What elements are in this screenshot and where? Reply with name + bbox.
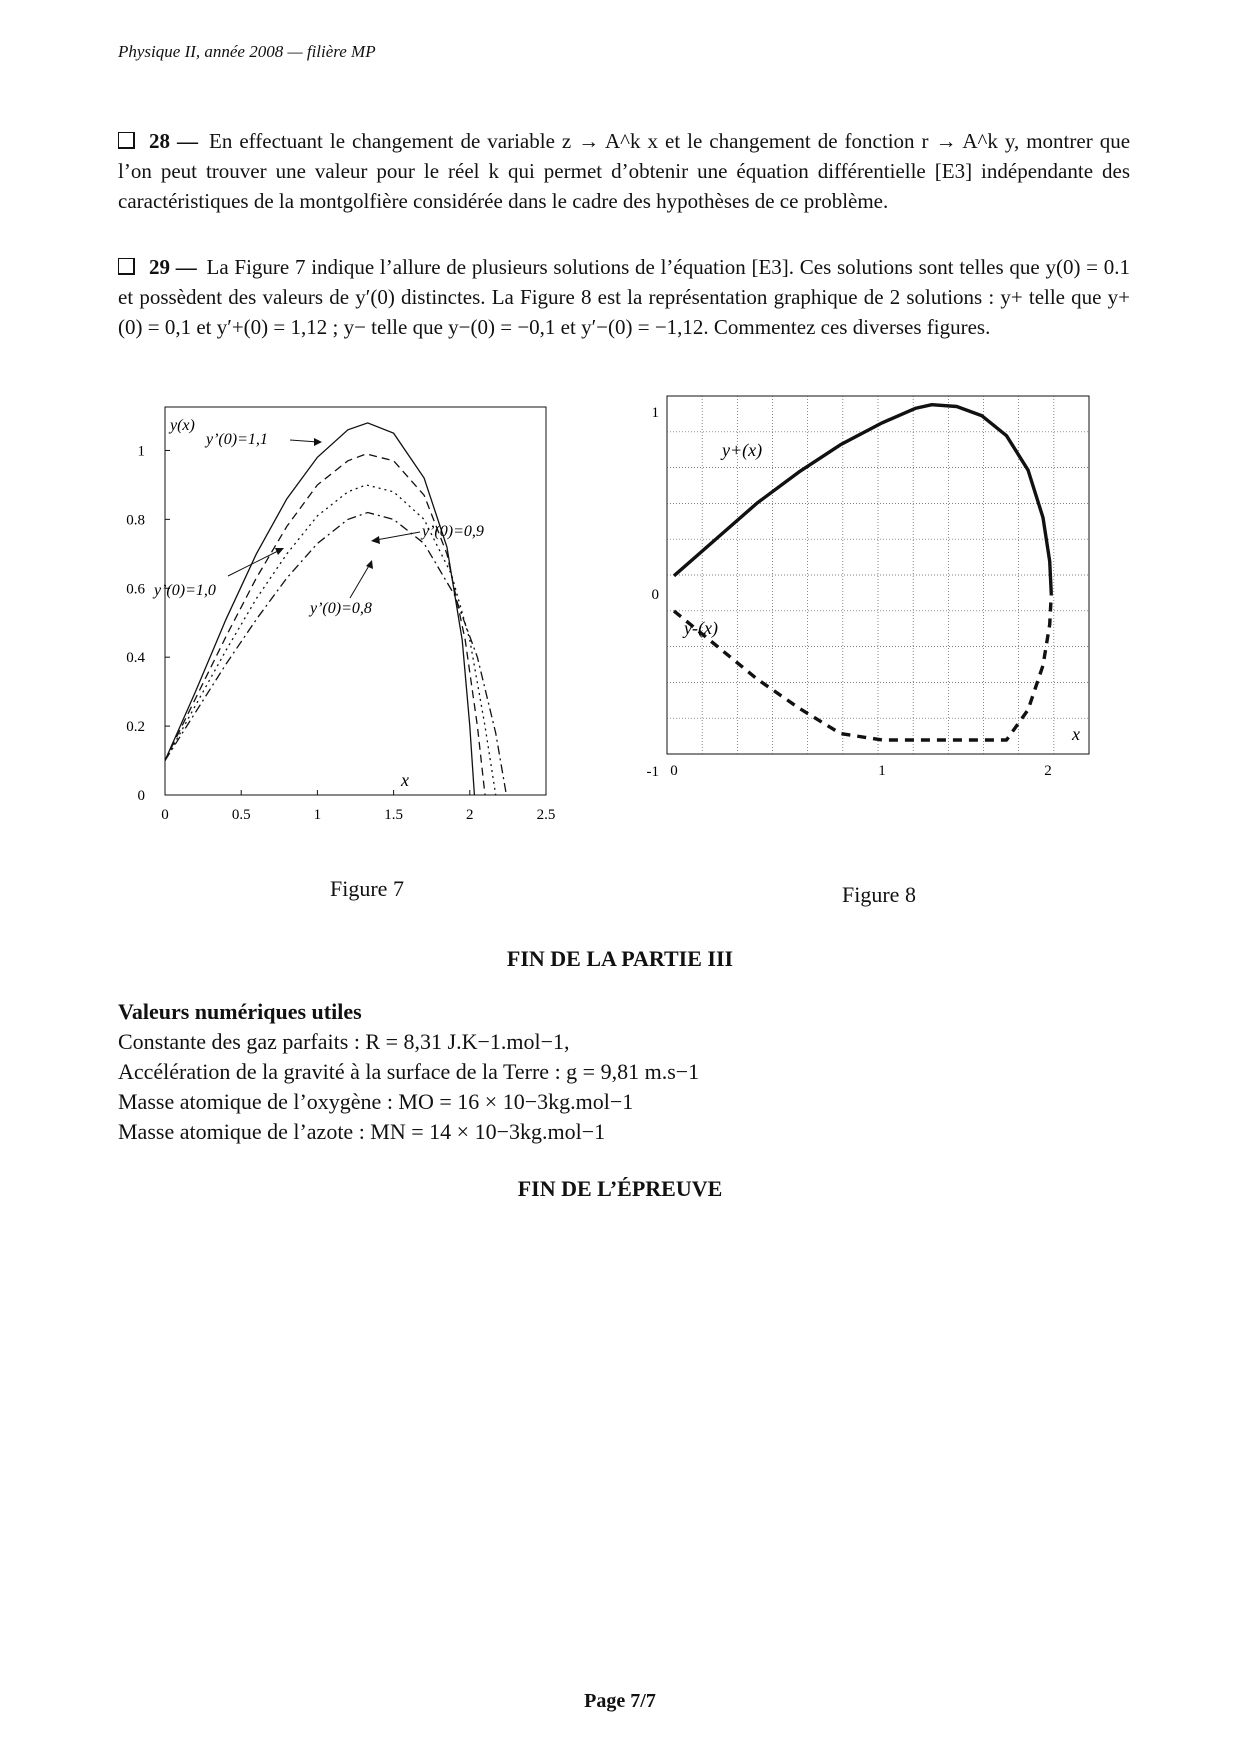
x-tick-label: 2.5 xyxy=(536,807,556,823)
value-line: Masse atomique de l’oxygène : MO = 16 × 10−3kg.mol−1 xyxy=(118,1089,634,1114)
value-line: Masse atomique de l’azote : MN = 14 × 10−3kg.mol−1 xyxy=(118,1119,606,1144)
annotation-y10: y’(0)=1,0 xyxy=(154,582,216,599)
annotation-y08: y’(0)=0,8 xyxy=(310,600,372,617)
x-tick-label: 1.5 xyxy=(384,807,403,823)
annotation-y11: y’(0)=1,1 xyxy=(206,431,268,448)
arrow-head-icon xyxy=(366,560,373,569)
useful-values-block xyxy=(118,997,699,1147)
value-line: Accélération de la gravité à la surface de la Terre : g = 9,81 m.s−1 xyxy=(118,1059,700,1084)
annotation-arrow xyxy=(376,532,420,540)
x-tick-label: 1 xyxy=(313,807,322,823)
x-axis-label: x xyxy=(401,770,409,790)
series-label-yminus: y-(x) xyxy=(684,618,718,638)
series-line-4 xyxy=(165,513,506,796)
y-tick-label: 0 xyxy=(137,788,145,804)
question-text: En effectuant le changement de variable z → A^k x et le changement de fonction r → A^k y, montrer que l’on peut trouver une valeur pour le réel k qui permet d’obtenir une équation différentielle [E3] indépendante des caractéristiques de la montgolfière considérée dans le cadre des hypothèses de ce problème. xyxy=(118,129,1131,213)
value-line: Constante des gaz parfaits : R = 8,31 J.K−1.mol−1, xyxy=(118,1029,570,1054)
figure-7-caption: Figure 7 xyxy=(330,876,404,901)
y-tick-label: 1 xyxy=(137,443,145,460)
y-tick-label: 0 xyxy=(651,587,659,603)
x-tick-label: 2 xyxy=(1044,763,1052,779)
annotation-y09: y’(0)=0,9 xyxy=(422,523,484,540)
x-tick-label: 2 xyxy=(466,807,474,823)
y-tick-label: 0.2 xyxy=(126,719,145,736)
y-axis-label: y(x) xyxy=(170,417,195,434)
annotation-arrow xyxy=(290,440,318,442)
page-number: Page 7/7 xyxy=(584,1690,656,1712)
arrow-head-icon xyxy=(371,536,380,544)
y-tick-label: 0.6 xyxy=(126,581,145,598)
figure-8-chart xyxy=(636,394,1130,910)
useful-values-title: Valeurs numériques utiles xyxy=(118,999,362,1024)
end-of-exam-heading: FIN DE L’ÉPREUVE xyxy=(517,1176,723,1201)
checkbox-icon xyxy=(118,258,135,275)
arrow-head-icon xyxy=(314,438,322,446)
y-tick-label: 0.4 xyxy=(126,650,145,667)
figure-8-caption: Figure 8 xyxy=(842,882,916,907)
y-tick-label: 0.8 xyxy=(126,512,145,529)
annotation-arrow xyxy=(350,564,370,598)
figure-7-chart xyxy=(118,400,618,900)
series-line-2 xyxy=(165,454,485,795)
x-tick-label: 1 xyxy=(878,763,886,779)
running-header: Physique II, année 2008 — filière MP xyxy=(118,42,376,61)
x-tick-label: 0.5 xyxy=(231,807,251,823)
x-axis-label: x xyxy=(1072,724,1080,744)
y-tick-label: -1 xyxy=(646,764,659,780)
question-number: 28 — xyxy=(149,129,198,153)
question-text: La Figure 7 indique l’allure de plusieurs solutions de l’équation [E3]. Ces solutions sont telles que y(0) = 0.1 et possèdent des valeurs de y′(0) distinctes. La Figure 8 est la représentation graphique de 2 solutions : y+ telle que y+(0) = 0,1 et y′+(0) = 1,12 ; y− telle que y−(0) = −0,1 et y′−(0) = −1,12. Commentez ces diverses figures. xyxy=(118,255,1131,339)
question-28 xyxy=(118,126,1130,216)
annotation-arrow xyxy=(228,550,280,576)
x-tick-label: 0 xyxy=(161,807,169,823)
question-29 xyxy=(118,252,1130,342)
series-label-yplus: y+(x) xyxy=(722,440,763,460)
end-of-part-heading: FIN DE LA PARTIE III xyxy=(506,946,734,971)
series-line-yplus xyxy=(674,405,1051,594)
y-tick-label: 1 xyxy=(651,405,659,421)
question-number: 29 — xyxy=(149,255,197,279)
checkbox-icon xyxy=(118,132,135,149)
x-tick-label: 0 xyxy=(670,763,678,779)
